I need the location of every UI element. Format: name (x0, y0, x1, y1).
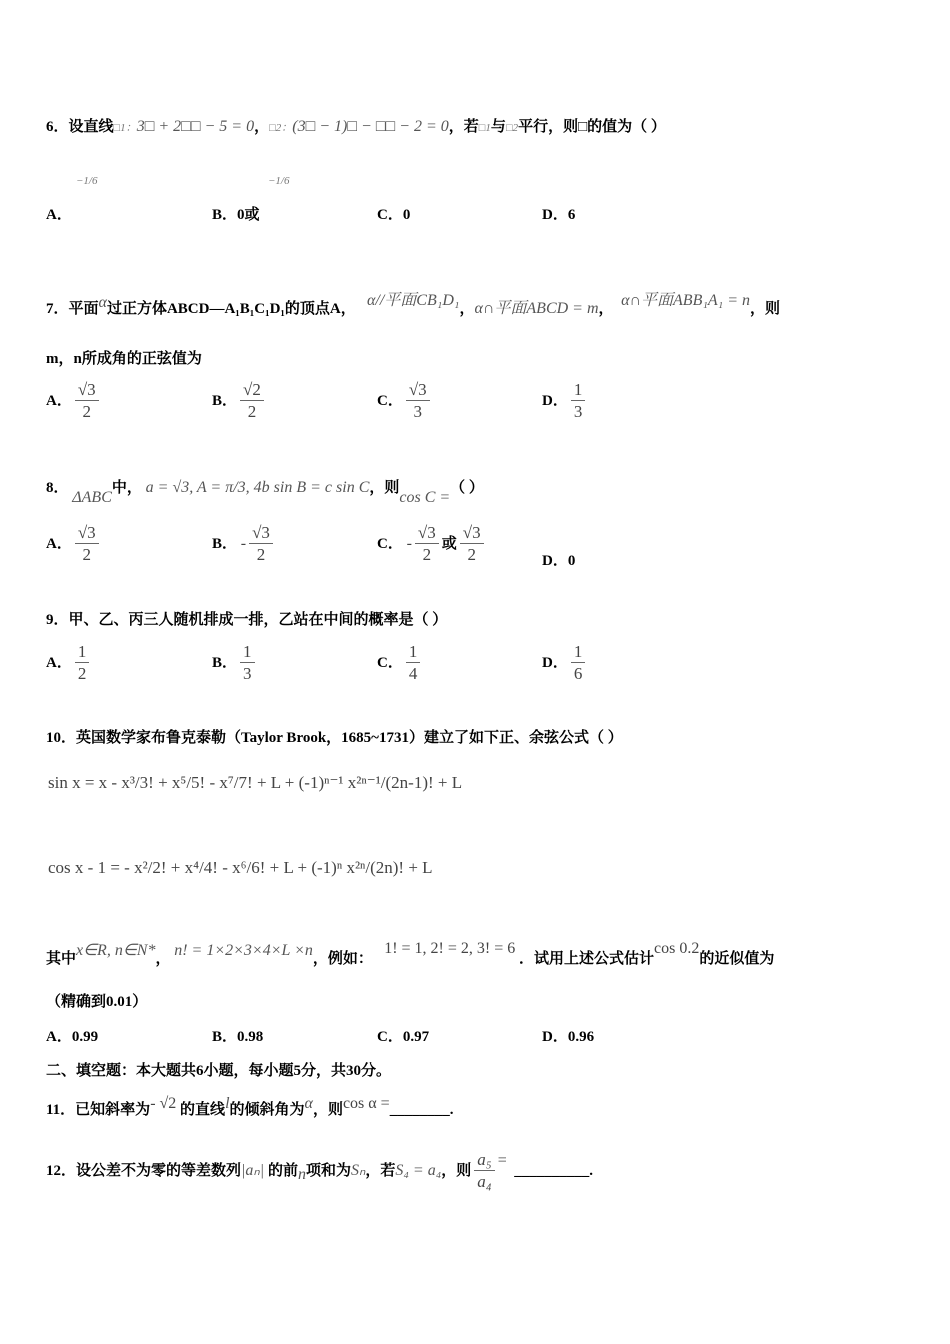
option-a[interactable]: A． (46, 207, 72, 223)
option-label: D． (542, 553, 568, 569)
minus-sign: - (406, 534, 412, 552)
sine-series-formula: sin x = x - x³/3! + x⁵/5! - x⁷/7! + L + (-1)ⁿ⁻¹ x²ⁿ⁻¹/(2n-1)! + L (48, 773, 463, 792)
option-label: B． (212, 1029, 238, 1045)
option-label: B． (212, 654, 238, 671)
condition: a = √3, A = π/3, 4b sin B = c sin C (145, 479, 370, 496)
denominator: 2 (82, 545, 92, 564)
sum-sn: Sₙ (350, 1161, 366, 1179)
fraction (571, 380, 586, 423)
condition-1: α//平面CB₁D₁ (367, 292, 460, 309)
line-l: l (225, 1095, 230, 1112)
fraction (460, 523, 484, 566)
option-label: C． (377, 392, 403, 409)
q-number: 6． (46, 119, 69, 135)
option-a[interactable] (46, 380, 102, 423)
q-text: ，则 (750, 301, 781, 317)
option-d[interactable] (542, 203, 575, 224)
condition-2: n! = 1×2×3×4×L ×n (174, 942, 313, 959)
cosine-series-formula: cos x - 1 = - x²/2! + x⁴/4! - x⁶/6! + L + (-1)ⁿ x²ⁿ/(2n)! + L (48, 858, 433, 877)
fraction (571, 642, 586, 685)
numerator: √3 (406, 380, 430, 401)
numerator: 1 (75, 642, 90, 663)
option-text: 0或 (237, 207, 260, 223)
minus-sign: - (240, 534, 247, 552)
sep: ， (155, 951, 171, 967)
q-text: 12．设公差不为零的等差数列 (46, 1162, 242, 1179)
or-text: 或 (441, 535, 457, 552)
option-b[interactable] (212, 523, 276, 566)
answer-blank[interactable]: ________. (389, 1102, 454, 1118)
option-text: 0 (567, 553, 576, 569)
option-c[interactable] (377, 523, 487, 566)
denominator: 3 (243, 664, 252, 683)
answer-blank[interactable]: __________. (514, 1162, 593, 1179)
option-text: 0.99 (71, 1029, 99, 1045)
numerator: √3 (75, 523, 99, 544)
option-label: D． (542, 207, 568, 223)
numerator: √2 (240, 380, 264, 401)
line-l2: □2： (269, 122, 293, 134)
fraction (75, 380, 99, 423)
numerator: a₅ (474, 1150, 494, 1171)
denominator: a₄ (477, 1172, 492, 1191)
line-l1: □1 (478, 122, 491, 134)
condition-2: α∩平面ABCD = m (474, 300, 599, 317)
option-label: B． (212, 392, 238, 409)
option-a-fraction: −1/6 (76, 175, 98, 187)
q-text: 中， (111, 480, 142, 496)
question-7 (46, 287, 780, 318)
equals: = (497, 1151, 507, 1169)
option-d[interactable] (542, 549, 575, 570)
option-c[interactable] (377, 1025, 429, 1046)
q-number: 7． (46, 301, 69, 317)
option-label: A． (46, 1029, 72, 1045)
fraction (75, 523, 99, 566)
n: n (297, 1165, 306, 1183)
sequence-an: |aₙ| (241, 1161, 265, 1179)
denominator: 4 (408, 664, 418, 683)
q-text: 平面 (68, 301, 99, 317)
alpha: α (304, 1095, 313, 1112)
denominator: 2 (467, 545, 476, 564)
option-label: D． (542, 654, 568, 671)
q-text: ，例如： (312, 951, 373, 967)
denominator: 3 (413, 402, 423, 421)
q-number: 8． (46, 480, 69, 496)
fraction (240, 642, 255, 685)
question-10: 10．英国数学家布鲁克泰勒（Taylor Brook，1685~1731）建立了如下正、余弦公式（ ） (46, 730, 623, 746)
numerator: √3 (75, 380, 99, 401)
cos-0.2: cos 0.2 (654, 940, 700, 957)
equation-1: 3□ + 2□□ − 5 = 0 (136, 118, 255, 135)
option-label: B． (212, 535, 238, 552)
option-b-fraction: −1/6 (268, 175, 290, 187)
option-d[interactable] (542, 380, 588, 423)
option-d[interactable] (542, 642, 588, 685)
condition-3: α∩平面ABB₁A₁ = n (621, 292, 751, 309)
question-8 (46, 476, 484, 507)
denominator: 2 (82, 402, 92, 421)
fraction (249, 523, 273, 566)
fraction (75, 642, 90, 685)
fraction (474, 1150, 494, 1193)
triangle: ΔABC (72, 489, 112, 506)
option-label: D． (542, 1029, 568, 1045)
question-6 (46, 115, 666, 136)
option-text: 0 (402, 207, 411, 223)
q-text: ，则 (441, 1162, 472, 1179)
alpha: α (98, 294, 107, 311)
option-text: 0.96 (567, 1029, 595, 1045)
option-label: C． (377, 1029, 403, 1045)
condition-3: 1! = 1, 2! = 2, 3! = 6 (384, 940, 516, 957)
option-c[interactable] (377, 203, 410, 224)
option-label: C． (377, 207, 403, 223)
numerator: 1 (240, 642, 255, 663)
q-text: 其中 (46, 951, 77, 967)
denominator: 2 (256, 545, 266, 564)
option-text: 6 (567, 207, 576, 223)
option-text: 0.97 (402, 1029, 430, 1045)
denominator: 6 (573, 664, 583, 683)
option-d[interactable] (542, 1025, 594, 1046)
cos-alpha: cos α = (342, 1095, 390, 1112)
fraction (415, 523, 439, 566)
question-12 (46, 1150, 593, 1193)
question-7-line2: m，n所成角的正弦值为 (46, 351, 202, 367)
option-b[interactable] (212, 380, 267, 423)
q-text: 11．已知斜率为 (46, 1102, 151, 1118)
option-b[interactable] (212, 203, 260, 224)
q-text: ，若 (365, 1162, 396, 1179)
section-heading: 二、填空题：本大题共6小题，每小题5分，共30分。 (46, 1063, 392, 1079)
option-label: A． (46, 535, 72, 552)
precision-note: （精确到0.01） (46, 994, 148, 1010)
line-l1: □1： (113, 122, 137, 134)
option-a[interactable] (46, 523, 102, 566)
condition-1: x∈R, n∈N* (76, 942, 156, 959)
q-text: 的倾斜角为 (229, 1102, 305, 1118)
sep: ， (598, 301, 614, 317)
q-text: ，则 (312, 1102, 343, 1118)
numerator: √3 (249, 523, 273, 544)
option-label: D． (542, 392, 568, 409)
option-a[interactable] (46, 642, 92, 685)
denominator: 3 (573, 402, 583, 421)
q-text: 与 (490, 119, 506, 135)
option-b[interactable] (212, 1025, 263, 1046)
option-c[interactable] (377, 642, 423, 685)
question-10-conditions (46, 940, 774, 968)
slope: - √2 (150, 1095, 177, 1112)
q-text: 的前 (267, 1162, 298, 1179)
option-c[interactable] (377, 380, 433, 423)
q-text: 平行，则□的值为（ ） (518, 119, 666, 135)
option-label: C． (377, 535, 403, 552)
question-11 (46, 1095, 453, 1119)
answer-paren: （ ） (450, 480, 484, 496)
condition: S₄ = a₄ (395, 1161, 442, 1179)
option-a[interactable] (46, 1025, 98, 1046)
option-label: A． (46, 392, 72, 409)
sep: ， (459, 301, 475, 317)
numerator: √3 (415, 523, 439, 544)
numerator: 1 (571, 380, 586, 401)
option-text: 0.98 (237, 1029, 264, 1045)
q-text: ，若 (448, 119, 479, 135)
q-text: ．试用上述公式估计 (519, 951, 655, 967)
numerator: √3 (460, 523, 484, 544)
fraction (406, 642, 421, 685)
numerator: 1 (571, 642, 586, 663)
option-b[interactable] (212, 642, 258, 685)
q-text: 过正方体ABCD—A₁B₁C₁D₁的顶点A， (106, 301, 356, 317)
denominator: 2 (77, 664, 87, 683)
q-text: ，则 (369, 480, 400, 496)
fraction (240, 380, 264, 423)
option-label: B． (212, 207, 238, 223)
numerator: 1 (406, 642, 421, 663)
fraction (406, 380, 430, 423)
q-text: 设直线 (68, 119, 114, 135)
q-text: 的近似值为 (699, 951, 775, 967)
option-label: A． (46, 654, 72, 671)
q-text: 的直线 (180, 1102, 226, 1118)
question-9: 9．甲、乙、丙三人随机排成一排，乙站在中间的概率是（ ） (46, 612, 448, 628)
sep: ， (254, 119, 270, 135)
option-label: C． (377, 654, 403, 671)
q-text: 项和为 (305, 1162, 351, 1179)
cos-c: cos C = (399, 489, 451, 506)
denominator: 2 (422, 545, 432, 564)
denominator: 2 (247, 402, 257, 421)
line-l2: □2 (505, 122, 519, 134)
equation-2: (3□ − 1)□ − □□ − 2 = 0 (292, 118, 449, 135)
